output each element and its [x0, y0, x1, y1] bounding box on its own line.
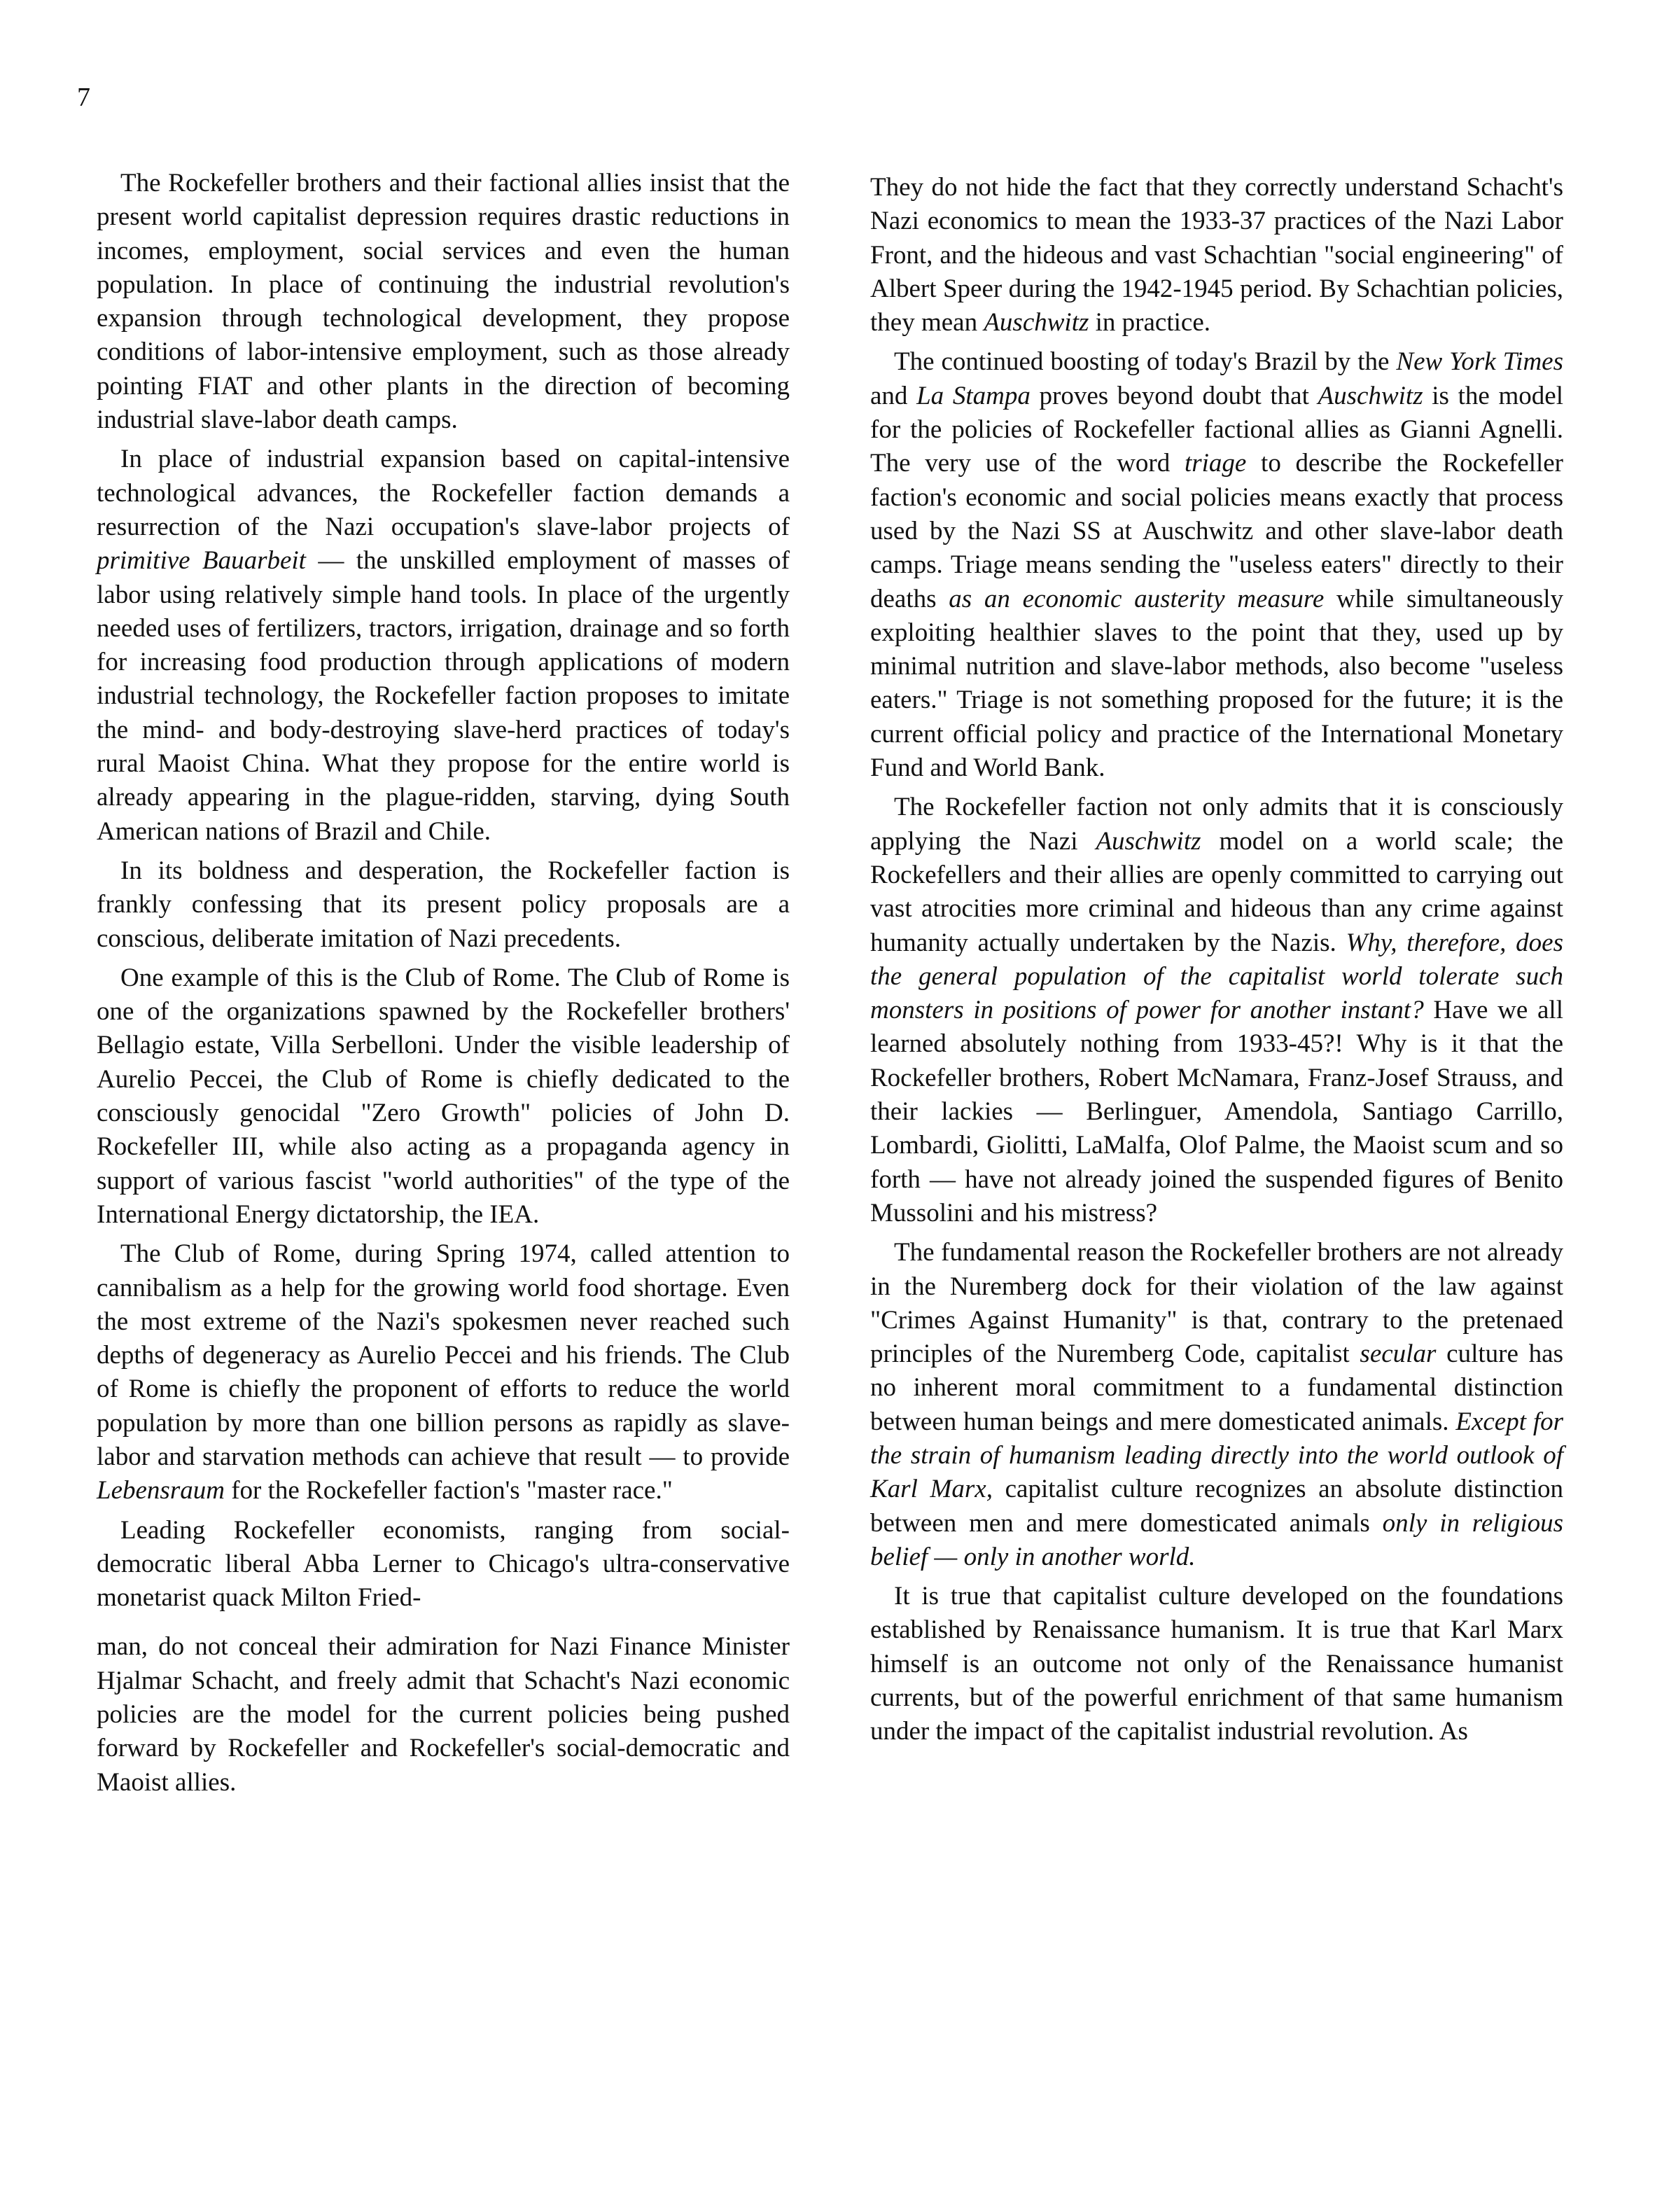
text-run: and	[870, 381, 917, 410]
paragraph	[97, 854, 790, 956]
italic-text: as an economic austerity measure	[949, 584, 1325, 613]
paragraph	[97, 167, 790, 437]
text-run: — the unskilled employment of masses of labor using relatively simple hand tools. In place of the urgently needed uses of fertilizers, tractors, irrigation, drainage and so forth for increasing food production through applications of modern industrial technology, the Rockefeller faction proposes to imitate the mind- and body-destroying slave-herd practices of today's rural Maoist China. What they propose for the entire world is already appearing in the plague-ridden, starving, dying South American nations of Brazil and Chile.	[97, 546, 790, 846]
paragraph	[97, 1237, 790, 1508]
paragraph	[870, 1580, 1563, 1748]
italic-text: Auschwitz	[1096, 826, 1201, 856]
paragraph	[870, 791, 1563, 1230]
right-column	[870, 171, 1563, 1755]
text-run: The fundamental reason the Rockefeller brothers are not already in the Nuremberg dock for their violation of the law against "Crimes Against Humanity" is that, contrary to the pretenaed principles of the Nuremberg Code, capitalist	[870, 1238, 1563, 1369]
italic-text: New York Times	[1396, 347, 1563, 377]
text-run: One example of this is the Club of Rome. The Club of Rome is one of the organizations spawned by the Rockefeller brothers' Bellagio estate, Villa Serbelloni. Under the visible leadership of Aurelio Peccei, the Club of Rome is chiefly dedicated to the consciously genocidal "Zero Growth" policies of John D. Rockefeller III, while also acting as a propaganda agency in support of various fascist "world authorities" of the type of the International Energy dictatorship, the IEA.	[97, 963, 790, 1229]
text-run: culture has no inherent moral commitment to a fundamental distinction between human beings and mere domesticated animals.	[870, 1340, 1563, 1436]
left-column	[97, 167, 790, 1805]
italic-text: only in religious belief — only in another world.	[870, 1508, 1563, 1571]
text-run: It is true that capitalist culture developed on the foundations established by Renaissance humanism. It is true that Karl Marx himself is an outcome not only of the Renaissance humanist currents, but of the powerful enrichment of that same humanism under the impact of the capitalist industrial revolution. As	[870, 1582, 1563, 1746]
paragraph	[97, 1514, 790, 1615]
text-run: The continued boosting of today's Brazil by the	[894, 347, 1397, 377]
paragraph	[97, 1630, 790, 1799]
italic-text: secular	[1360, 1340, 1437, 1369]
text-run: proves beyond doubt that	[1030, 381, 1318, 410]
italic-text: Why, therefore, does the general population of the capitalist world tolerate such monsters in positions of power for another instant?	[870, 928, 1564, 1025]
text-run: for the Rockefeller faction's "master race."	[224, 1476, 673, 1505]
italic-text: Auschwitz	[1318, 381, 1423, 410]
paragraph	[870, 171, 1563, 340]
paragraph	[97, 961, 790, 1232]
text-run: The Rockefeller brothers and their factional allies insist that the present world capitalist depression requires drastic reductions in incomes, employment, social services and even the human population. In place of continuing the industrial revolution's expansion through technological development, they propose conditions of labor-intensive employment, such as those already pointing FIAT and other plants in the direction of becoming industrial slave-labor death camps.	[97, 169, 790, 435]
paragraph	[870, 1236, 1563, 1574]
text-run: is the model for the policies of Rockefeller factional allies as Gianni Agnelli. The very use of the word	[870, 381, 1563, 478]
italic-text: La Stampa	[916, 381, 1031, 410]
text-run: while simultaneously exploiting healthier slaves to the point that they, used up by minimal nutrition and slave-labor methods, also become "useless eaters." Triage is not something proposed for the future; it is the current official policy and practice of the International Monetary Fund and World Bank.	[870, 584, 1563, 783]
text-run: Leading Rockefeller economists, ranging from social-democratic liberal Abba Lerner to Chicago's ultra-conservative monetarist quack Milton Fried-	[97, 1515, 790, 1613]
paragraph	[870, 345, 1563, 785]
italic-text: Except for the strain of humanism leading directly into the world outlook of Karl Marx,	[870, 1407, 1564, 1504]
text-run: In place of industrial expansion based on capital-intensive technological advances, the Rockefeller faction demands a resurrection of the Nazi occupation's slave-labor projects of	[97, 445, 790, 541]
text-run: Have we all learned absolutely nothing from 1933-45?! Why is it that the Rockefeller brothers, Robert McNamara, Franz-Josef Strauss, and their lackies — Berlinguer, Amendola, Santiago Carrillo, Lombardi, Giolitti, LaMalfa, Olof Palme, the Maoist scum and so forth — have not already joined the suspended figures of Benito Mussolini and his mistress?	[870, 996, 1563, 1227]
text-run: in practice.	[1089, 308, 1210, 338]
italic-text: primitive Bauarbeit	[97, 546, 306, 576]
text-run: man, do not conceal their admiration for Nazi Finance Minister Hjalmar Schacht, and freely admit that Schacht's Nazi economic policies are the model for the current policies being pushed forward by Rockefeller and Rockefeller's social-democratic and Maoist allies.	[97, 1632, 790, 1797]
text-run: model on a world scale; the Rockefellers and their allies are openly committed to carrying out vast atrocities more criminal and hideous than any crime against humanity actually undertaken by the Nazis.	[870, 826, 1564, 957]
text-run: They do not hide the fact that they correctly understand Schacht's Nazi economics to mean the 1933-37 practices of the Nazi Labor Front, and the hideous and vast Schachtian "social engineering" of Albert Speer during the 1942-1945 period. By Schachtian policies, they mean	[870, 173, 1563, 338]
italic-text: Auschwitz	[984, 308, 1089, 338]
page-number: 7	[77, 83, 90, 112]
text-run: In its boldness and desperation, the Rockefeller faction is frankly confessing that its present policy proposals are a conscious, deliberate imitation of Nazi precedents.	[97, 856, 790, 953]
text-run: The Rockefeller faction not only admits that it is consciously applying the Nazi	[870, 793, 1563, 856]
italic-text: Lebensraum	[97, 1476, 225, 1505]
text-run: capitalist culture recognizes an absolute distinction between men and mere domesticated animals	[870, 1475, 1563, 1538]
italic-text: triage	[1184, 449, 1247, 478]
text-run: The Club of Rome, during Spring 1974, called attention to cannibalism as a help for the growing world food shortage. Even the most extreme of the Nazi's spokesmen never reached such depths of degeneracy as Aurelio Peccei and his friends. The Club of Rome is chiefly the proponent of efforts to reduce the world population by more than one billion persons as rapidly as slave-labor and starvation methods can achieve that result — to provide	[97, 1239, 790, 1471]
text-run: to describe the Rockefeller faction's economic and social policies means exactly that process used by the Nazi SS at Auschwitz and other slave-labor death camps. Triage means sending the "useless eaters" directly to their deaths	[870, 449, 1563, 613]
paragraph	[97, 443, 790, 849]
